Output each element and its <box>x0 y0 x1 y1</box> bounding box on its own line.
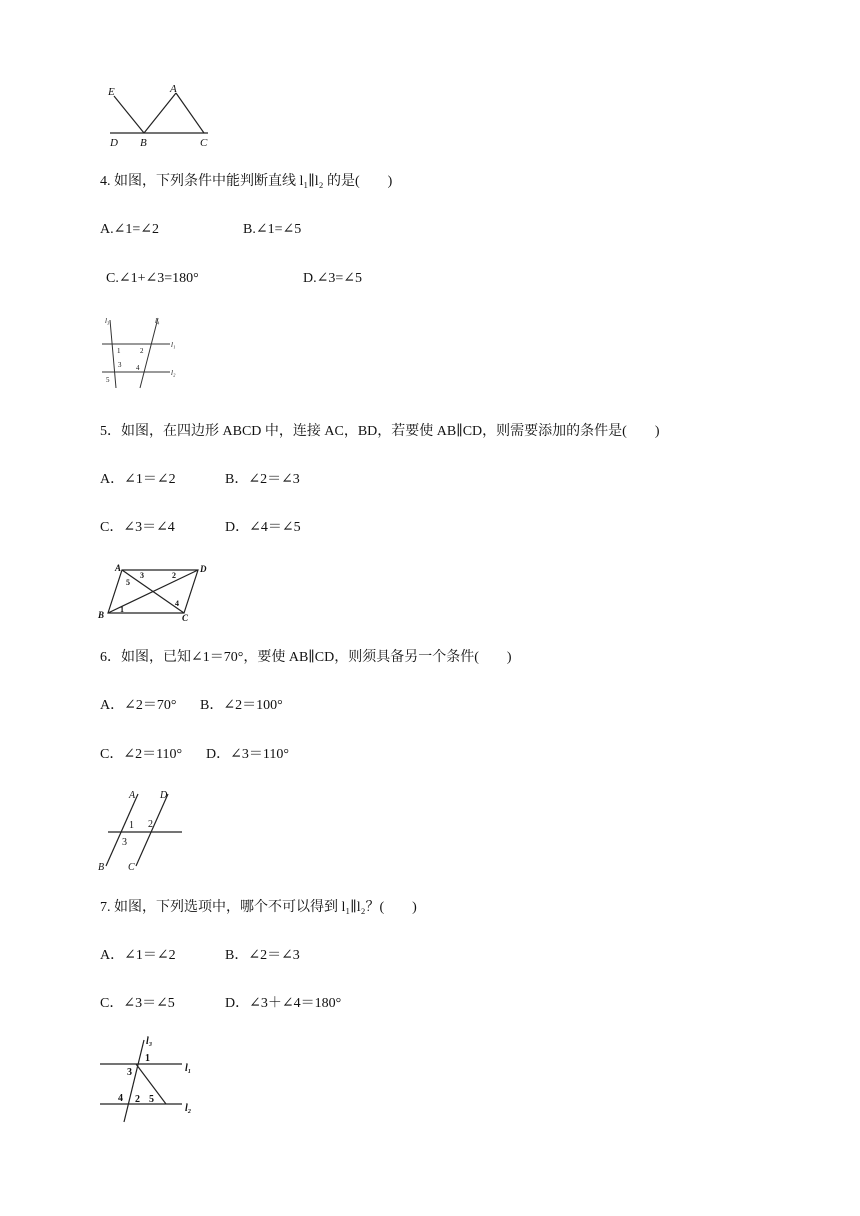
q4-option-a: A.∠1=∠2 <box>100 222 159 237</box>
angle-1: 1 <box>145 1053 150 1064</box>
angle-4: 4 <box>118 1093 123 1104</box>
q7-option-a: A．∠1＝∠2 <box>100 948 176 963</box>
angle-5: 5 <box>126 578 130 587</box>
angle-2: 2 <box>172 571 176 580</box>
label-E: E <box>108 86 115 98</box>
label-B: B <box>98 610 105 620</box>
label-l3: l₃ <box>146 1036 153 1047</box>
q4-option-d: D.∠3=∠5 <box>303 271 362 286</box>
label-D: D <box>200 564 207 574</box>
q7-option-c: C．∠3＝∠5 <box>100 996 175 1011</box>
angle-2: 2 <box>140 347 144 355</box>
angle-1: 1 <box>117 347 121 355</box>
figure-q7 <box>96 1034 206 1126</box>
q4-option-c: C.∠1+∠3=180° <box>106 271 199 286</box>
q4-option-b: B.∠1=∠5 <box>243 222 302 237</box>
angle-3: 3 <box>127 1067 132 1078</box>
angle-1: 1 <box>120 605 124 614</box>
angle-3: 3 <box>140 571 144 580</box>
angle-3: 3 <box>122 837 127 848</box>
q5-option-b: B．∠2＝∠3 <box>225 472 300 487</box>
q6-stem: 6．如图，已知∠1＝70°，要使 AB∥CD，则须具备另一个条件( ) <box>100 650 512 665</box>
label-C: C <box>200 137 208 149</box>
q7-option-d: D．∠3＋∠4＝180° <box>225 996 342 1011</box>
q6-option-b: B．∠2＝100° <box>200 698 283 713</box>
figure-q4 <box>98 312 188 392</box>
angle-4: 4 <box>136 364 140 372</box>
label-A: A <box>115 563 122 573</box>
q5-option-c: C．∠3＝∠4 <box>100 520 175 535</box>
label-l3: l₃ <box>105 317 110 325</box>
label-l2: l₂ <box>185 1103 192 1114</box>
label-C: C <box>128 862 135 873</box>
q6-option-c: C．∠2＝110° <box>100 747 183 762</box>
q5-option-d: D．∠4＝∠5 <box>225 520 301 535</box>
label-l1: l₁ <box>185 1063 192 1074</box>
angle-3: 3 <box>118 361 122 369</box>
figure-q3 <box>100 82 220 152</box>
q6-option-d: D．∠3＝110° <box>206 747 289 762</box>
figure-q5 <box>96 560 216 624</box>
figure-q6 <box>96 786 196 876</box>
q5-option-a: A．∠1＝∠2 <box>100 472 176 487</box>
label-B: B <box>140 137 147 149</box>
angle-1: 1 <box>129 820 134 831</box>
label-D: D <box>160 790 168 801</box>
label-B: B <box>98 862 105 873</box>
label-l2: l₂ <box>171 369 176 377</box>
angle-5: 5 <box>149 1094 154 1105</box>
label-l4: l₄ <box>155 317 160 325</box>
label-D: D <box>110 137 118 149</box>
angle-4: 4 <box>175 599 179 608</box>
label-A: A <box>170 83 177 95</box>
q4-stem: 4. 如图，下列条件中能判断直线 l₁∥l₂ 的是( ) <box>100 174 393 189</box>
q5-stem: 5．如图，在四边形 ABCD 中，连接 AC，BD，若要使 AB∥CD，则需要添加的条件是( ) <box>100 424 660 439</box>
q7-option-b: B．∠2＝∠3 <box>225 948 300 963</box>
angle-2: 2 <box>148 819 153 830</box>
label-l1: l₁ <box>171 341 176 349</box>
label-C: C <box>182 613 189 623</box>
q7-stem: 7. 如图，下列选项中，哪个不可以得到 l₁∥l₂？( ) <box>100 900 417 915</box>
label-A: A <box>129 790 136 801</box>
angle-5: 5 <box>106 376 110 384</box>
angle-2: 2 <box>135 1094 140 1105</box>
q6-option-a: A．∠2＝70° <box>100 698 177 713</box>
